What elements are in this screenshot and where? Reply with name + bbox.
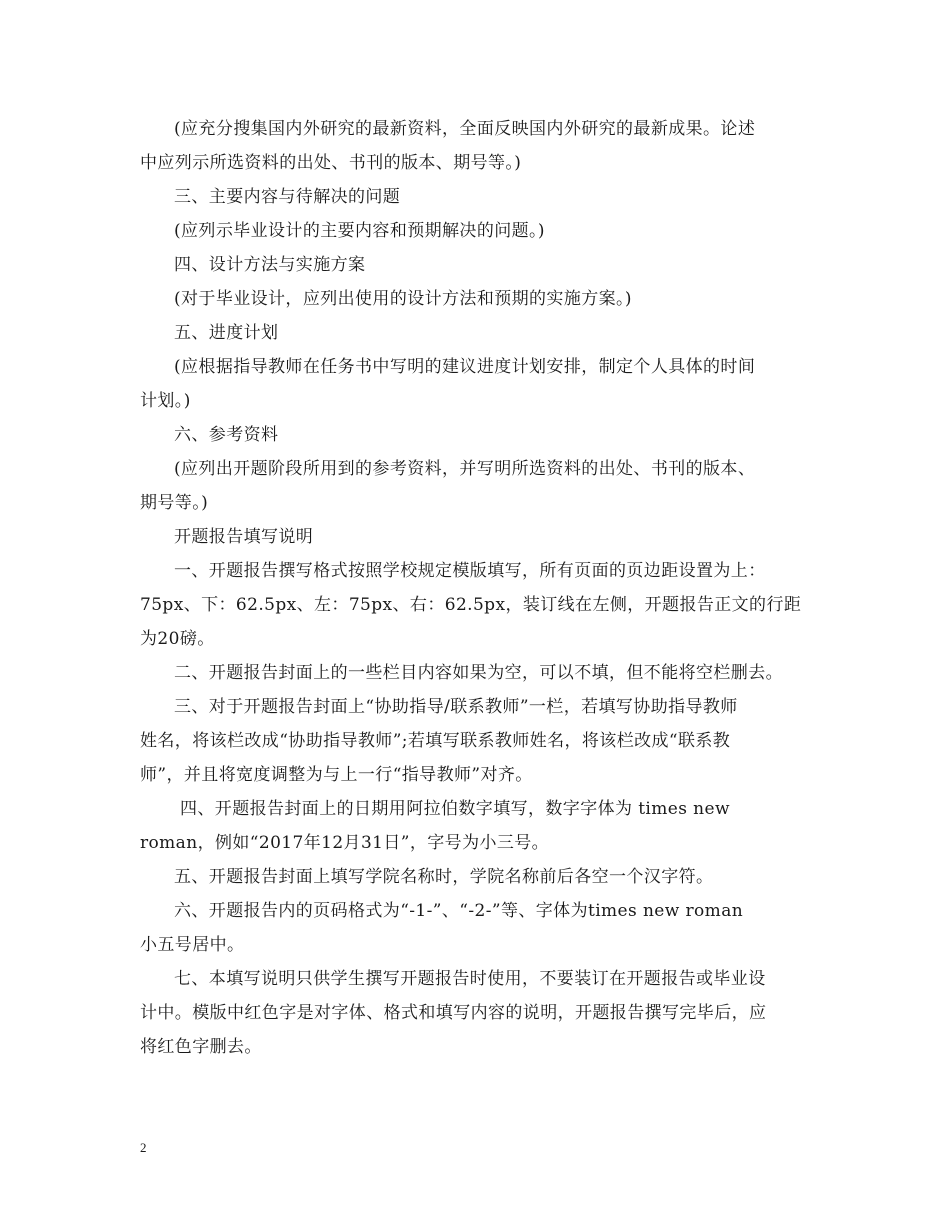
text-line: (应列出开题阶段所用到的参考资料，并写明所选资料的出处、书刊的版本、 [174, 459, 756, 479]
text-line: 将红色字删去。 [140, 1037, 262, 1057]
text-line: 为20磅。 [140, 629, 215, 649]
page-number: 2 [140, 1140, 147, 1155]
text-line: 五、开题报告封面上填写学院名称时，学院名称前后各空一个汉字符。 [174, 867, 714, 887]
section-heading: 六、参考资料 [174, 425, 279, 445]
text-line: roman，例如“2017年12月31日”，字号为小三号。 [140, 833, 550, 853]
text-line: 一、开题报告撰写格式按照学校规定模版填写，所有页面的页边距设置为上： [174, 561, 766, 581]
text-line: (应充分搜集国内外研究的最新资料，全面反映国内外研究的最新成果。论述 [174, 119, 756, 139]
section-title: 开题报告填写说明 [174, 527, 314, 547]
text-line: 计划。) [140, 391, 191, 411]
text-line: 二、开题报告封面上的一些栏目内容如果为空，可以不填，但不能将空栏删去。 [174, 663, 783, 683]
text-line: 师”，并且将宽度调整为与上一行“指导教师”对齐。 [140, 765, 533, 785]
text-line: (对于毕业设计，应列出使用的设计方法和预期的实施方案。) [174, 289, 632, 309]
text-line: 中应列示所选资料的出处、书刊的版本、期号等。) [140, 153, 522, 173]
text-line: 75px、下：62.5px、左：75px、右：62.5px，装订线在左侧，开题报告正文的行距 [140, 595, 802, 615]
section-heading: 三、主要内容与待解决的问题 [174, 187, 401, 207]
text-line: 期号等。) [140, 493, 209, 513]
document-body [140, 112, 812, 1064]
text-line: 七、本填写说明只供学生撰写开题报告时使用，不要装订在开题报告或毕业设 [174, 969, 766, 989]
text-line: 姓名，将该栏改成“协助指导教师”;若填写联系教师姓名，将该栏改成“联系教 [140, 731, 731, 751]
section-heading: 四、设计方法与实施方案 [174, 255, 366, 275]
text-line: (应列示毕业设计的主要内容和预期解决的问题。) [174, 221, 545, 241]
text-line: (应根据指导教师在任务书中写明的建议进度计划安排，制定个人具体的时间 [174, 357, 756, 377]
section-heading: 五、进度计划 [174, 323, 279, 343]
text-line: 小五号居中。 [140, 935, 245, 955]
text-line: 计中。模版中红色字是对字体、格式和填写内容的说明，开题报告撰写完毕后，应 [140, 1003, 767, 1023]
text-line: 三、对于开题报告封面上“协助指导/联系教师”一栏，若填写协助指导教师 [174, 697, 738, 717]
text-line: 六、开题报告内的页码格式为“-1-”、“-2-”等、字体为times new roman [174, 901, 744, 921]
text-line: 四、开题报告封面上的日期用阿拉伯数字填写，数字字体为 times new [180, 799, 730, 819]
